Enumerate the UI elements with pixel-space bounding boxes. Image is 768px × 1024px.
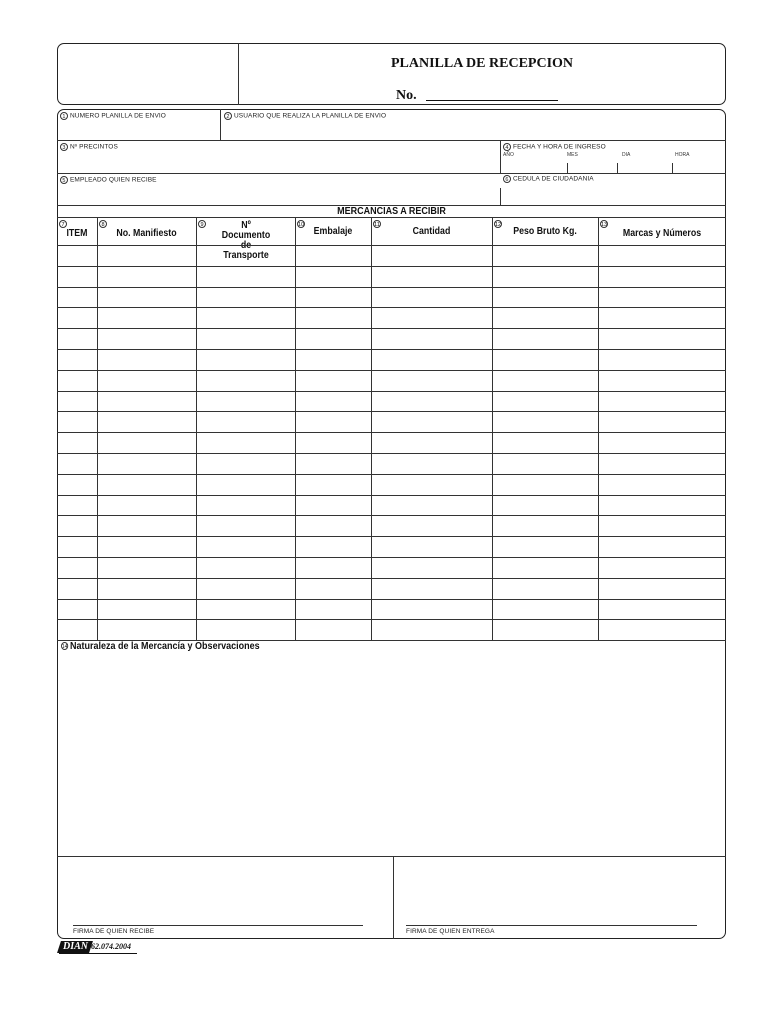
table-cell[interactable] (197, 516, 295, 536)
firma-entrega-line[interactable] (406, 925, 697, 926)
table-cell[interactable] (296, 516, 371, 536)
table-cell[interactable] (599, 371, 726, 391)
table-cell[interactable] (599, 600, 726, 620)
table-cell[interactable] (197, 288, 295, 308)
form-number-line[interactable] (426, 100, 558, 101)
table-cell[interactable] (58, 496, 97, 516)
table-cell[interactable] (493, 329, 598, 349)
table-cell[interactable] (493, 433, 598, 453)
field-cedula-label: 6 CEDULA DE CIUDADANIA (503, 175, 594, 183)
table-cell[interactable] (98, 496, 196, 516)
table-cell[interactable] (599, 288, 726, 308)
header-box (57, 43, 726, 105)
table-cell[interactable] (493, 558, 598, 578)
table-cell[interactable] (197, 412, 295, 432)
table-cell[interactable] (493, 600, 598, 620)
table-cell[interactable] (197, 267, 295, 287)
table-cell[interactable] (372, 246, 492, 266)
table-cell[interactable] (98, 371, 196, 391)
table-cell[interactable] (296, 620, 371, 640)
table-cell[interactable] (197, 620, 295, 640)
table-cell[interactable] (98, 246, 196, 266)
usuario-input[interactable] (221, 121, 725, 139)
table-cell[interactable] (197, 579, 295, 599)
table-cell[interactable] (372, 558, 492, 578)
empleado-input[interactable] (58, 185, 498, 204)
table-cell[interactable] (98, 308, 196, 328)
table-cell[interactable] (493, 454, 598, 474)
table-cell[interactable] (98, 350, 196, 370)
table-cell[interactable] (296, 537, 371, 557)
table-cell[interactable] (372, 537, 492, 557)
table-cell[interactable] (372, 308, 492, 328)
header-divider (238, 43, 239, 105)
table-cell[interactable] (98, 537, 196, 557)
table-cell[interactable] (197, 558, 295, 578)
table-cell[interactable] (58, 412, 97, 432)
table-cell[interactable] (296, 496, 371, 516)
table-cell[interactable] (296, 267, 371, 287)
table-cell[interactable] (197, 246, 295, 266)
table-cell[interactable] (599, 308, 726, 328)
table-cell[interactable] (98, 433, 196, 453)
table-cell[interactable] (599, 558, 726, 578)
table-cell[interactable] (197, 537, 295, 557)
fecha-anio-label: AÑO (503, 152, 514, 158)
table-cell[interactable] (493, 288, 598, 308)
fecha-dia-label: DIA (622, 152, 631, 158)
col-peso: 12 Peso Bruto Kg. (495, 222, 577, 237)
table-cell[interactable] (296, 579, 371, 599)
table-cell[interactable] (58, 350, 97, 370)
table-cell[interactable] (197, 371, 295, 391)
table-cell[interactable] (599, 516, 726, 536)
table-cell[interactable] (599, 392, 726, 412)
table-cell[interactable] (599, 246, 726, 266)
table-cell[interactable] (372, 350, 492, 370)
table-cell[interactable] (372, 516, 492, 536)
table-cell[interactable] (58, 246, 97, 266)
form-code: 62.074.2004 (91, 942, 131, 951)
form-title: PLANILLA DE RECEPCION (390, 56, 574, 71)
table-cell[interactable] (372, 579, 492, 599)
table-cell[interactable] (58, 392, 97, 412)
table-cell[interactable] (493, 371, 598, 391)
table-cell[interactable] (599, 454, 726, 474)
table-cell[interactable] (372, 392, 492, 412)
table-cell[interactable] (296, 246, 371, 266)
fecha-input[interactable] (501, 160, 725, 172)
table-cell[interactable] (599, 329, 726, 349)
precintos-input[interactable] (58, 152, 498, 171)
col-item: 7 ITEM (57, 218, 97, 245)
table-cell[interactable] (372, 433, 492, 453)
table-cell[interactable] (372, 329, 492, 349)
field-numero-planilla-label: 1 NUMERO PLANILLA DE ENVIO (60, 112, 166, 120)
table-cell[interactable] (493, 412, 598, 432)
table-cell[interactable] (493, 620, 598, 640)
table-cell[interactable] (296, 371, 371, 391)
table-cell[interactable] (372, 496, 492, 516)
table-cell[interactable] (98, 329, 196, 349)
table-cell[interactable] (98, 288, 196, 308)
form-number-label: No. (396, 88, 417, 103)
table-cell[interactable] (599, 579, 726, 599)
table-cell[interactable] (58, 600, 97, 620)
table-cell[interactable] (58, 558, 97, 578)
table-cell[interactable] (98, 475, 196, 495)
table-cell[interactable] (599, 496, 726, 516)
col-documento: 9 Nº Documento Transporte (196, 218, 295, 245)
table-cell[interactable] (58, 329, 97, 349)
table-cell[interactable] (197, 392, 295, 412)
table-cell[interactable] (58, 454, 97, 474)
table-cell[interactable] (493, 475, 598, 495)
table-cell[interactable] (296, 288, 371, 308)
firma-recibe-line[interactable] (73, 925, 363, 926)
table-cell[interactable] (197, 329, 295, 349)
table-cell[interactable] (197, 454, 295, 474)
dian-logo-text: DIAN (63, 941, 89, 952)
table-cell[interactable] (197, 308, 295, 328)
table-cell[interactable] (372, 412, 492, 432)
table-cell[interactable] (98, 558, 196, 578)
col-cantidad: 11 Cantidad (374, 222, 451, 237)
table-cell[interactable] (58, 579, 97, 599)
table-cell[interactable] (58, 475, 97, 495)
table-cell[interactable] (493, 516, 598, 536)
table-cell[interactable] (58, 537, 97, 557)
table-cell[interactable] (372, 475, 492, 495)
table-cell[interactable] (493, 246, 598, 266)
table-cell[interactable] (493, 579, 598, 599)
table-cell[interactable] (58, 516, 97, 536)
table-cell[interactable] (98, 600, 196, 620)
table-cell[interactable] (296, 392, 371, 412)
fecha-hora-label: HORA (675, 152, 690, 158)
cedula-input[interactable] (501, 185, 725, 204)
table-cell[interactable] (98, 392, 196, 412)
table-cell[interactable] (493, 392, 598, 412)
field-empleado-label: 5 EMPLEADO QUIEN RECIBE (60, 176, 157, 184)
field-fecha-label: 4 FECHA Y HORA DE INGRESO (503, 143, 606, 151)
table-cell[interactable] (296, 600, 371, 620)
table-cell[interactable] (98, 516, 196, 536)
table-cell[interactable] (98, 620, 196, 640)
col-marcas: 13 Marcas y Números (601, 222, 702, 239)
table-cell[interactable] (58, 288, 97, 308)
table-cell[interactable] (296, 350, 371, 370)
table-cell[interactable] (197, 433, 295, 453)
section-title: MERCANCIAS A RECIBIR (337, 206, 446, 217)
table-cell[interactable] (372, 267, 492, 287)
table-cell[interactable] (98, 412, 196, 432)
table-cell[interactable] (493, 496, 598, 516)
observations-label: 14 Naturaleza de la Mercancía y Observaciones (61, 641, 260, 652)
table-cell[interactable] (296, 454, 371, 474)
table-cell[interactable] (372, 620, 492, 640)
table-cell[interactable] (599, 412, 726, 432)
firma-entrega-label: FIRMA DE QUIEN ENTREGA (406, 928, 495, 935)
table-cell[interactable] (197, 600, 295, 620)
col-embalaje: 10 Embalaje (298, 222, 353, 237)
field-precintos-label: 3 Nº PRECINTOS (60, 143, 118, 151)
table-cell[interactable] (197, 350, 295, 370)
table-cell[interactable] (599, 537, 726, 557)
table-cell[interactable] (599, 350, 726, 370)
table-cell[interactable] (493, 350, 598, 370)
col-manifiesto: 8 No. Manifiesto (97, 218, 196, 245)
table-cell[interactable] (98, 454, 196, 474)
table-cell[interactable] (296, 412, 371, 432)
table-cell[interactable] (599, 267, 726, 287)
observations-field[interactable] (58, 655, 725, 854)
table-cell[interactable] (372, 371, 492, 391)
table-cell[interactable] (296, 475, 371, 495)
table-cell[interactable] (98, 267, 196, 287)
table-cell[interactable] (58, 620, 97, 640)
table-cell[interactable] (98, 579, 196, 599)
table-cell[interactable] (493, 267, 598, 287)
fecha-mes-label: MES (567, 152, 578, 158)
table-cell[interactable] (58, 267, 97, 287)
table-cell[interactable] (58, 433, 97, 453)
table-cell[interactable] (493, 308, 598, 328)
table-cell[interactable] (372, 600, 492, 620)
table-cell[interactable] (372, 288, 492, 308)
table-cell[interactable] (296, 308, 371, 328)
table-cell[interactable] (58, 308, 97, 328)
table-cell[interactable] (296, 433, 371, 453)
numero-planilla-input[interactable] (58, 121, 219, 139)
table-cell[interactable] (599, 475, 726, 495)
firma-recibe-label: FIRMA DE QUIEN RECIBE (73, 928, 155, 935)
table-cell[interactable] (599, 433, 726, 453)
field-usuario-label: 2 USUARIO QUE REALIZA LA PLANILLA DE ENVIO (224, 112, 386, 120)
table-cell[interactable] (493, 537, 598, 557)
table-cell[interactable] (296, 558, 371, 578)
table-cell[interactable] (58, 371, 97, 391)
table-cell[interactable] (599, 620, 726, 640)
table-cell[interactable] (197, 475, 295, 495)
table-cell[interactable] (372, 454, 492, 474)
table-cell[interactable] (296, 329, 371, 349)
table-cell[interactable] (197, 496, 295, 516)
